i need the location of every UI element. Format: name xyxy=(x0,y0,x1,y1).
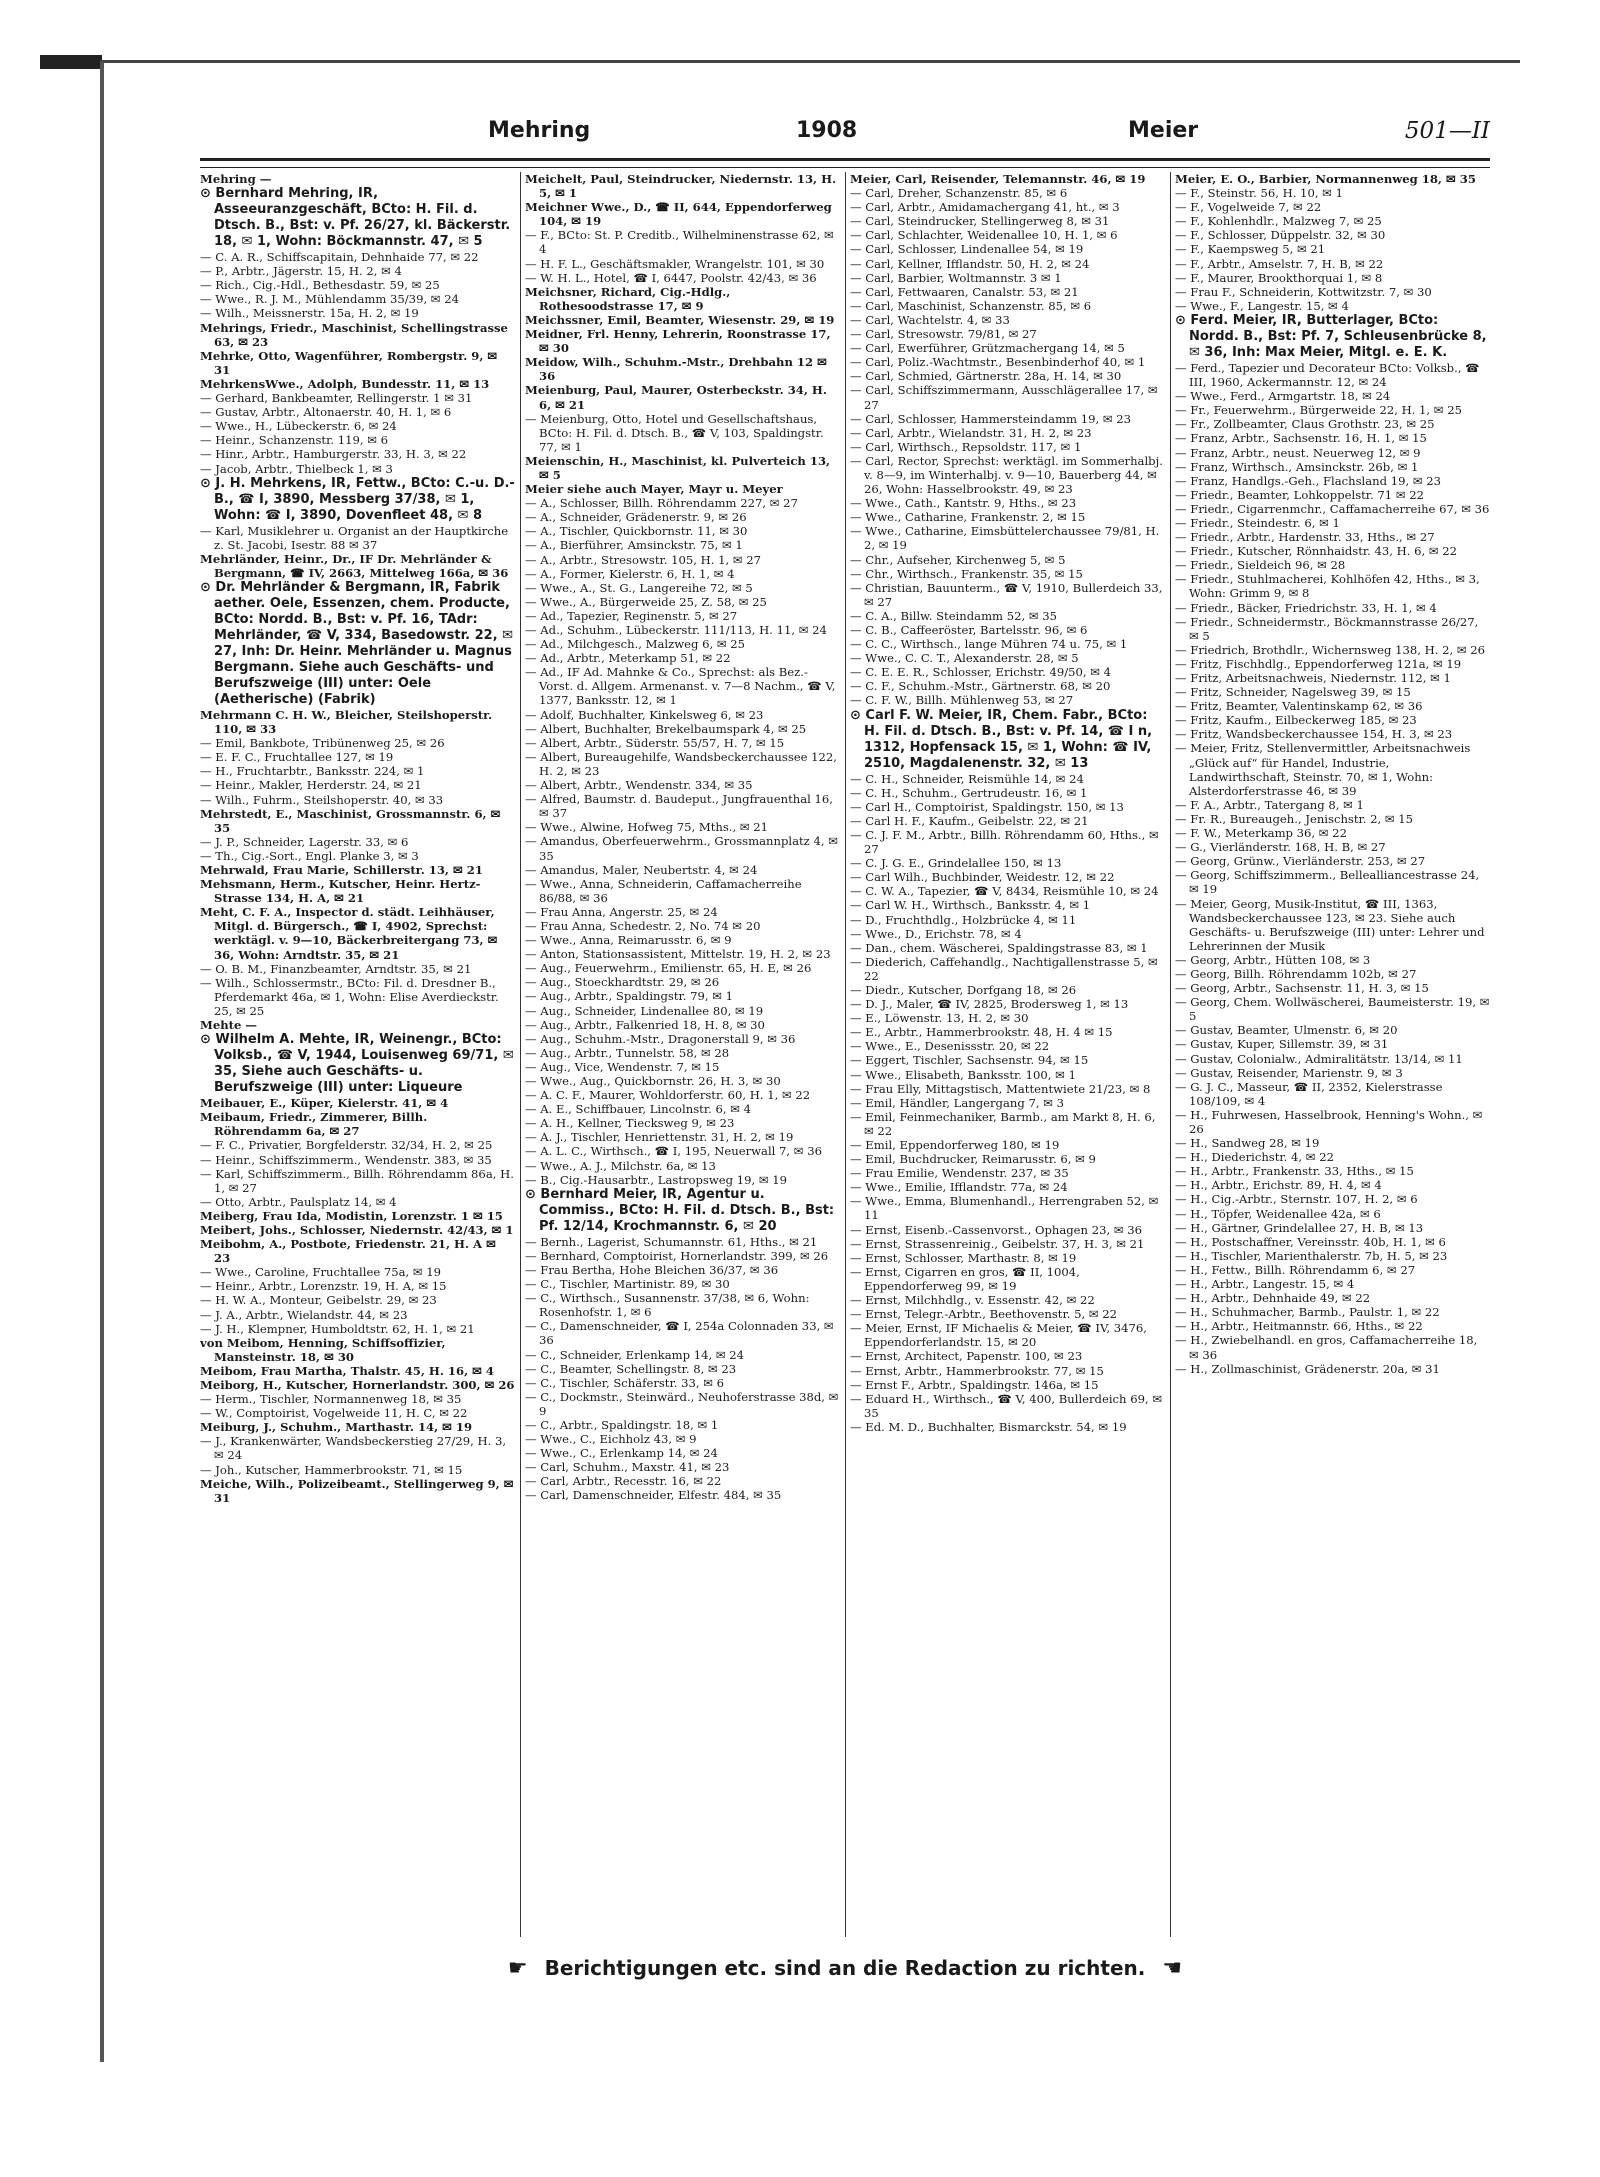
directory-entry: ⊙ Bernhard Meier, IR, Agentur u. Commiss., BCto: H. Fil. d. Dtsch. B., Bst: Pf. 12/14, Krochmannstr. 6, ✉ 20 xyxy=(525,1186,835,1234)
directory-entry: — Carl, Arbtr., Wielandstr. 31, H. 2, ✉ 23 xyxy=(850,425,1092,440)
directory-entry: — W., Comptoirist, Vogelweide 11, H. C, ✉ 22 xyxy=(200,1406,468,1421)
directory-entry: — Rich., Cig.-Hdl., Bethesdastr. 59, ✉ 25 xyxy=(200,278,440,293)
directory-entry: — Ernst, Arbtr., Hammerbrookstr. 77, ✉ 15 xyxy=(850,1363,1104,1378)
directory-entry: — Jacob, Arbtr., Thielbeck 1, ✉ 3 xyxy=(200,461,393,476)
directory-entry: Meibauer, E., Küper, Kielerstr. 41, ✉ 4 xyxy=(200,1096,449,1111)
directory-entry: — Ad., Milchgesch., Malzweg 6, ✉ 25 xyxy=(525,637,746,652)
directory-entry: — Herm., Tischler, Normannenweg 18, ✉ 35 xyxy=(200,1392,462,1407)
columns xyxy=(200,172,1490,1942)
directory-entry: — Bernhard, Comptoirist, Hornerlandstr. 399, ✉ 26 xyxy=(525,1248,829,1263)
directory-entry: — Carl, Fettwaaren, Canalstr. 53, ✉ 21 xyxy=(850,284,1079,299)
column-4 xyxy=(1175,172,1490,1942)
directory-entry: — Aug., Schuhm.-Mstr., Dragonerstall 9, ✉ 36 xyxy=(525,1031,796,1046)
directory-entry: — F., Schlosser, Düppelstr. 32, ✉ 30 xyxy=(1175,228,1386,243)
directory-entry: — Carl, Schlosser, Lindenallee 54, ✉ 19 xyxy=(850,242,1084,257)
column-1 xyxy=(200,172,515,1942)
directory-entry: Meier, E. O., Barbier, Normannenweg 18, ✉ 35 xyxy=(1175,172,1476,186)
directory-entry: — H., Fuhrwesen, Hasselbrook, Henning's Wohn., ✉ 26 xyxy=(1175,1107,1483,1136)
directory-entry: — Wwe., C., Erlenkamp 14, ✉ 24 xyxy=(525,1446,718,1461)
directory-entry: — O. B. M., Finanzbeamter, Arndtstr. 35, ✉ 21 xyxy=(200,961,472,976)
directory-entry: — Carl, Wirthsch., Repsoldstr. 117, ✉ 1 xyxy=(850,439,1082,454)
directory-entry: — H., Diederichstr. 4, ✉ 22 xyxy=(1175,1150,1334,1165)
directory-entry: Meier, Carl, Reisender, Telemannstr. 46, ✉ 19 xyxy=(850,172,1146,186)
directory-entry: — E., Löwenstr. 13, H. 2, ✉ 30 xyxy=(850,1011,1029,1026)
directory-entry: — Albert, Arbtr., Süderstr. 55/57, H. 7, ✉ 15 xyxy=(525,735,785,750)
directory-entry: — Joh., Kutscher, Hammerbrookstr. 71, ✉ 15 xyxy=(200,1462,463,1477)
header-year: 1908 xyxy=(796,118,858,143)
directory-entry: — Wwe., A., Bürgerweide 25, Z. 58, ✉ 25 xyxy=(525,594,767,609)
directory-entry: — J. A., Arbtr., Wielandstr. 44, ✉ 23 xyxy=(200,1307,408,1322)
directory-entry: — C. J. G. E., Grindelallee 150, ✉ 13 xyxy=(850,856,1062,871)
directory-entry: Meichelt, Paul, Steindrucker, Niedernstr. 13, H. 5, ✉ 1 xyxy=(525,172,837,201)
directory-entry: — Ad., Arbtr., Meterkamp 51, ✉ 22 xyxy=(525,651,731,666)
directory-entry: — Bernh., Lagerist, Schumannstr. 61, Hths., ✉ 21 xyxy=(525,1234,818,1249)
directory-entry: — C. E. E. R., Schlosser, Erichstr. 49/50, ✉ 4 xyxy=(850,665,1112,680)
footer-text: Berichtigungen etc. sind an die Redaction zu richten. xyxy=(544,1956,1146,1980)
directory-entry: — Ad., Tapezier, Reginenstr. 5, ✉ 27 xyxy=(525,608,738,623)
directory-entry: — C., Tischler, Schäferstr. 33, ✉ 6 xyxy=(525,1375,725,1390)
directory-entry: Meichsner, Richard, Cig.-Hdlg., Rothesoodstrasse 17, ✉ 9 xyxy=(525,284,731,313)
page-header xyxy=(200,110,1490,154)
directory-entry: — Friedr., Sieldeich 96, ✉ 28 xyxy=(1175,558,1346,573)
directory-entry: Meienschin, H., Maschinist, kl. Pulverteich 13, ✉ 5 xyxy=(525,453,831,482)
directory-entry: — Wwe., Anna, Reimarusstr. 6, ✉ 9 xyxy=(525,933,732,948)
directory-entry: — Friedrich, Brothdlr., Wichernsweg 138, H. 2, ✉ 26 xyxy=(1175,642,1486,657)
directory-entry: — Eggert, Tischler, Sachsenstr. 94, ✉ 15 xyxy=(850,1053,1089,1068)
directory-entry: — A. E., Schiffbauer, Lincolnstr. 6, ✉ 4 xyxy=(525,1102,751,1117)
directory-entry: — Carl Wilh., Buchbinder, Weidestr. 12, ✉ 22 xyxy=(850,870,1115,885)
directory-entry: — E., Arbtr., Hammerbrookstr. 48, H. 4 ✉ 15 xyxy=(850,1025,1113,1040)
directory-entry: — Gustav, Kuper, Sillemstr. 39, ✉ 31 xyxy=(1175,1037,1389,1052)
directory-entry: — Friedr., Beamter, Lohkoppelstr. 71 ✉ 22 xyxy=(1175,487,1425,502)
scan-top-rule xyxy=(100,60,1520,63)
directory-entry: — Frau Bertha, Hohe Bleichen 36/37, ✉ 36 xyxy=(525,1262,779,1277)
directory-entry: — Friedr., Arbtr., Hardenstr. 33, Hths., ✉ 27 xyxy=(1175,530,1435,545)
directory-entry: — Emil, Buchdrucker, Reimarusstr. 6, ✉ 9 xyxy=(850,1152,1096,1167)
directory-entry: — F., Kaempsweg 5, ✉ 21 xyxy=(1175,242,1326,257)
directory-entry: — H., Zwiebelhandl. en gros, Caffamacherreihe 18, ✉ 36 xyxy=(1175,1333,1478,1362)
directory-entry: — Carl H. F., Kaufm., Geibelstr. 22, ✉ 21 xyxy=(850,813,1089,828)
directory-entry: — A., Arbtr., Stresowstr. 105, H. 1, ✉ 27 xyxy=(525,552,762,567)
directory-entry: — F. W., Meterkamp 36, ✉ 22 xyxy=(1175,826,1347,841)
directory-entry: — Carl, Damenschneider, Elfestr. 484, ✉ 35 xyxy=(525,1488,782,1503)
directory-entry: — Carl W. H., Wirthsch., Banksstr. 4, ✉ 1 xyxy=(850,898,1091,913)
directory-entry: — Wilh., Schlossermstr., BCto: Fil. d. Dresdner B., Pferdemarkt 46a, ✉ 1, Wohn: Elise Averdieckstr. 25, ✉ 25 xyxy=(200,975,499,1018)
directory-entry: — C., Schneider, Erlenkamp 14, ✉ 24 xyxy=(525,1347,745,1362)
directory-entry: — Friedr., Kutscher, Rönnhaidstr. 43, H. 6, ✉ 22 xyxy=(1175,544,1458,559)
directory-entry: — Diederich, Caffehandlg., Nachtigallenstrasse 5, ✉ 22 xyxy=(850,954,1158,983)
directory-entry: — C. H., Schuhm., Gertrudeustr. 16, ✉ 1 xyxy=(850,785,1088,800)
directory-entry: — H., Tischler, Marienthalerstr. 7b, H. 5, ✉ 23 xyxy=(1175,1248,1448,1263)
directory-entry: — C. W. A., Tapezier, ☎ V, 8434, Reismühle 10, ✉ 24 xyxy=(850,884,1159,899)
directory-entry: — Ernst, Strassenreinig., Geibelstr. 37, H. 3, ✉ 21 xyxy=(850,1236,1145,1251)
directory-entry: — Amandus, Oberfeuerwehrm., Grossmannplatz 4, ✉ 35 xyxy=(525,834,838,863)
directory-entry: — Wwe., R. J. M., Mühlendamm 35/39, ✉ 24 xyxy=(200,292,459,307)
directory-entry: — A., Former, Kielerstr. 6, H. 1, ✉ 4 xyxy=(525,566,735,581)
directory-entry: — Emil, Händler, Langergang 7, ✉ 3 xyxy=(850,1095,1064,1110)
directory-entry: — Carl, Schmied, Gärtnerstr. 28a, H. 14, ✉ 30 xyxy=(850,369,1122,384)
header-left-catchword: Mehring xyxy=(488,118,591,143)
directory-entry: — Wwe., Elisabeth, Banksstr. 100, ✉ 1 xyxy=(850,1067,1076,1082)
directory-entry: — H., Fettw., Billh. Röhrendamm 6, ✉ 27 xyxy=(1175,1262,1416,1277)
directory-entry: — Wilh., Fuhrm., Steilshoperstr. 40, ✉ 33 xyxy=(200,792,444,807)
directory-entry: Meichssner, Emil, Beamter, Wiesenstr. 29, ✉ 19 xyxy=(525,312,835,327)
directory-entry: — Meienburg, Otto, Hotel und Gesellschaftshaus, BCto: H. Fil. d. Dtsch. B., ☎ V, 103, Spaldingstr. 77, ✉ 1 xyxy=(525,411,824,454)
directory-entry: — Gustav, Arbtr., Altonaerstr. 40, H. 1, ✉ 6 xyxy=(200,405,452,420)
directory-entry: — Fritz, Fischhdlg., Eppendorferweg 121a, ✉ 19 xyxy=(1175,656,1462,671)
directory-entry: — Carl, Arbtr., Recesstr. 16, ✉ 22 xyxy=(525,1474,722,1489)
directory-entry: Meichner Wwe., D., ☎ II, 644, Eppendorferweg 104, ✉ 19 xyxy=(525,200,832,229)
directory-entry: — Diedr., Kutscher, Dorfgang 18, ✉ 26 xyxy=(850,982,1077,997)
directory-entry: — Wwe., F., Langestr. 15, ✉ 4 xyxy=(1175,298,1349,313)
directory-entry: Meibaum, Friedr., Zimmerer, Billh. Röhrendamm 6a, ✉ 27 xyxy=(200,1110,428,1139)
directory-entry: — F., Steinstr. 56, H. 10, ✉ 1 xyxy=(1175,186,1343,201)
directory-entry: — Ad., Schuhm., Lübeckerstr. 111/113, H. 11, ✉ 24 xyxy=(525,623,827,637)
directory-entry: Meiborg, H., Kutscher, Hornerlandstr. 300, ✉ 26 xyxy=(200,1378,515,1392)
directory-entry: — Hinr., Arbtr., Hamburgerstr. 33, H. 3, ✉ 22 xyxy=(200,447,467,462)
directory-entry: — Emil, Eppendorferweg 180, ✉ 19 xyxy=(850,1138,1060,1152)
pointing-hand-left-icon: ☚ xyxy=(1162,1956,1183,1981)
directory-entry: — Franz, Wirthsch., Amsinckstr. 26b, ✉ 1 xyxy=(1175,459,1419,474)
directory-entry: Meiberg, Frau Ida, Modistin, Lorenzstr. 1 ✉ 15 xyxy=(200,1208,503,1223)
directory-entry: — H., Sandweg 28, ✉ 19 xyxy=(1175,1136,1320,1151)
scan-left-bar xyxy=(100,62,104,2062)
scan-edge xyxy=(40,55,102,69)
directory-entry: — H., Arbtr., Heitmannstr. 66, Hths., ✉ 22 xyxy=(1175,1319,1423,1334)
directory-entry: — Ad., IF Ad. Mahnke & Co., Sprechst: als Bez.-Vorst. d. Allgem. Armenanst. v. 7—8 Nachm., ☎ V, 1377, Banksstr. 12, ✉ 1 xyxy=(525,665,836,708)
directory-entry: — Frau F., Schneiderin, Kottwitzstr. 7, ✉ 30 xyxy=(1175,284,1432,299)
directory-entry: — C., Tischler, Martinistr. 89, ✉ 30 xyxy=(525,1277,730,1292)
directory-entry: Meiche, Wilh., Polizeibeamt., Stellingerweg 9, ✉ 31 xyxy=(200,1476,514,1505)
directory-entry: — Frau Anna, Schedestr. 2, No. 74 ✉ 20 xyxy=(525,918,761,933)
directory-entry: — A. J., Tischler, Henriettenstr. 31, H. 2, ✉ 19 xyxy=(525,1130,794,1145)
directory-entry: — Ernst, Schlosser, Marthastr. 8, ✉ 19 xyxy=(850,1250,1077,1265)
directory-entry: — Albert, Bureaugehilfe, Wandsbeckerchaussee 122, H. 2, ✉ 23 xyxy=(525,749,837,778)
directory-entry: ⊙ Bernhard Mehring, IR, Asseeuranzgeschäft, BCto: H. Fil. d. Dtsch. B., Bst: v. Pf. 26/27, kl. Bäckerstr. 18, ✉ 1, Wohn: Böckmannstr. 47, ✉ 5 xyxy=(200,186,511,250)
directory-entry: — H., Schuhmacher, Barmb., Paulstr. 1, ✉ 22 xyxy=(1175,1305,1440,1320)
directory-entry: — Heinr., Makler, Herderstr. 24, ✉ 21 xyxy=(200,778,422,793)
directory-entry: — Georg, Arbtr., Hütten 108, ✉ 3 xyxy=(1175,952,1371,967)
directory-entry: — F., BCto: St. P. Creditb., Wilhelminenstrasse 62, ✉ 4 xyxy=(525,228,834,257)
directory-entry: Mehring — xyxy=(200,172,272,186)
directory-entry: — Heinr., Schanzenstr. 119, ✉ 6 xyxy=(200,433,388,448)
directory-entry: — C. H., Schneider, Reismühle 14, ✉ 24 xyxy=(850,771,1084,786)
directory-entry: — F., Maurer, Brookthorquai 1, ✉ 8 xyxy=(1175,270,1383,285)
directory-entry: — H., Arbtr., Langestr. 15, ✉ 4 xyxy=(1175,1277,1355,1292)
directory-entry: — Carl, Barbier, Woltmannstr. 3 ✉ 1 xyxy=(850,270,1062,285)
directory-entry: — A., Tischler, Quickbornstr. 11, ✉ 30 xyxy=(525,524,748,539)
directory-entry: Mehsmann, Herm., Kutscher, Heinr. Hertz-Strasse 134, H. A, ✉ 21 xyxy=(200,877,481,906)
directory-entry: — Anton, Stationsassistent, Mittelstr. 19, H. 2, ✉ 23 xyxy=(525,947,831,962)
directory-entry: — Wwe., Emilie, Ifflandstr. 77a, ✉ 24 xyxy=(850,1180,1068,1195)
directory-entry: — H., Arbtr., Dehnhaide 49, ✉ 22 xyxy=(1175,1291,1371,1306)
directory-entry: — G., Vierländerstr. 168, H. B, ✉ 27 xyxy=(1175,840,1386,855)
directory-entry: — Ernst, Cigarren en gros, ☎ II, 1004, Eppendorferweg 99, ✉ 19 xyxy=(850,1264,1080,1293)
directory-entry: Meier siehe auch Mayer, Mayr u. Meyer xyxy=(525,482,783,497)
directory-entry: — C., Arbtr., Spaldingstr. 18, ✉ 1 xyxy=(525,1417,719,1432)
directory-entry: — H., Gärtner, Grindelallee 27, H. B, ✉ 13 xyxy=(1175,1220,1424,1235)
directory-entry: — Wwe., C., Eichholz 43, ✉ 9 xyxy=(525,1432,697,1447)
directory-entry: Mehrländer, Heinr., Dr., IF Dr. Mehrländer & Bergmann, ☎ IV, 2663, Mittelweg 166a, ✉ 36 xyxy=(200,551,509,580)
directory-entry: — F., Vogelweide 7, ✉ 22 xyxy=(1175,200,1322,215)
directory-entry: Mehrmann C. H. W., Bleicher, Steilshoperstr. 110, ✉ 33 xyxy=(200,707,493,737)
directory-entry: — Wwe., Caroline, Fruchtallee 75a, ✉ 19 xyxy=(200,1265,442,1280)
directory-entry: ⊙ Ferd. Meier, IR, Butterlager, BCto: Nordd. B., Bst: Pf. 7, Schleusenbrücke 8, ✉ 36, Inh: Max Meier, Mitgl. e. E. K. xyxy=(1175,312,1487,360)
directory-entry: — Emil, Bankbote, Tribünenweg 25, ✉ 26 xyxy=(200,736,445,751)
directory-entry: — Albert, Arbtr., Wendenstr. 334, ✉ 35 xyxy=(525,778,753,793)
directory-entry: — Fritz, Beamter, Valentinskamp 62, ✉ 36 xyxy=(1175,699,1423,714)
directory-entry: Meiburg, J., Schuhm., Marthastr. 14, ✉ 19 xyxy=(200,1420,473,1435)
directory-entry: — Friedr., Stuhlmacherei, Kohlhöfen 42, Hths., ✉ 3, Wohn: Grimm 9, ✉ 8 xyxy=(1175,572,1480,601)
directory-entry: — Gustav, Beamter, Ulmenstr. 6, ✉ 20 xyxy=(1175,1023,1398,1038)
directory-entry: — Wwe., E., Desenissstr. 20, ✉ 22 xyxy=(850,1039,1050,1054)
directory-entry: — Carl H., Comptoirist, Spaldingstr. 150, ✉ 13 xyxy=(850,799,1124,814)
directory-entry: Mehrwald, Frau Marie, Schillerstr. 13, ✉ 21 xyxy=(200,863,483,877)
directory-page xyxy=(200,110,1490,1990)
directory-entry: — C. A., Billw. Steindamm 52, ✉ 35 xyxy=(850,608,1058,623)
directory-entry: — Fr., Zollbeamter, Claus Grothstr. 23, ✉ 25 xyxy=(1175,417,1435,432)
directory-entry: — Emil, Feinmechaniker, Barmb., am Markt 8, H. 6, ✉ 22 xyxy=(850,1109,1156,1138)
directory-entry: — Carl, Dreher, Schanzenstr. 85, ✉ 6 xyxy=(850,186,1068,201)
directory-entry: — Aug., Arbtr., Falkenried 18, H. 8, ✉ 30 xyxy=(525,1017,765,1032)
directory-entry: — Fr., Feuerwehrm., Bürgerweide 22, H. 1, ✉ 25 xyxy=(1175,403,1462,418)
directory-entry: Meibom, Frau Martha, Thalstr. 45, H. 16, ✉ 4 xyxy=(200,1363,494,1378)
directory-entry: — Wwe., Aug., Quickbornstr. 26, H. 3, ✉ 30 xyxy=(525,1074,781,1088)
directory-entry: — D. J., Maler, ☎ IV, 2825, Brodersweg 1, ✉ 13 xyxy=(850,997,1129,1012)
directory-entry: — H., Postschaffner, Vereinsstr. 40b, H. 1, ✉ 6 xyxy=(1175,1234,1446,1249)
directory-entry: — A., Schneider, Grädenerstr. 9, ✉ 26 xyxy=(525,510,747,525)
directory-entry: — H., Arbtr., Erichstr. 89, H. 4, ✉ 4 xyxy=(1175,1178,1382,1193)
directory-entry: — F. C., Privatier, Borgfelderstr. 32/34, H. 2, ✉ 25 xyxy=(200,1138,493,1153)
directory-entry: — G. J. C., Masseur, ☎ II, 2352, Kielerstrasse 108/109, ✉ 4 xyxy=(1175,1079,1443,1108)
header-rule xyxy=(200,158,1490,168)
directory-entry: — Georg, Chem. Wollwäscherei, Baumeisterstr. 19, ✉ 5 xyxy=(1175,995,1490,1024)
directory-entry: — H., Cig.-Arbtr., Sternstr. 107, H. 2, ✉ 6 xyxy=(1175,1192,1418,1207)
directory-entry: Mehrstedt, E., Maschinist, Grossmannstr. 6, ✉ 35 xyxy=(200,806,501,835)
directory-entry: — Carl, Schlachter, Weidenallee 10, H. 1, ✉ 6 xyxy=(850,228,1118,243)
directory-entry: — F., Arbtr., Amselstr. 7, H. B, ✉ 22 xyxy=(1175,256,1384,271)
directory-entry: — Christian, Bauunterm., ☎ V, 1910, Bullerdeich 33, ✉ 27 xyxy=(850,580,1163,609)
directory-entry: — Meier, Georg, Musik-Institut, ☎ III, 1363, Wandsbeckerchaussee 123, ✉ 23. Siehe auch Geschäfts- u. Berufszweige (III) unter: Lehrer und Lehrerinnen der Musik xyxy=(1175,896,1485,953)
directory-entry: — Wwe., D., Erichstr. 78, ✉ 4 xyxy=(850,926,1022,941)
directory-entry: — Gerhard, Bankbeamter, Rellingerstr. 1 ✉ 31 xyxy=(200,391,473,406)
directory-entry: — C. F. W., Billh. Mühlenweg 53, ✉ 27 xyxy=(850,693,1074,708)
directory-entry: — C., Damenschneider, ☎ I, 254a Colonnaden 33, ✉ 36 xyxy=(525,1319,834,1348)
directory-entry: — C., Wirthsch., Susannenstr. 37/38, ✉ 6, Wohn: Rosenhofstr. 1, ✉ 6 xyxy=(525,1291,810,1320)
directory-entry: — Wwe., Catharine, Frankenstr. 2, ✉ 15 xyxy=(850,510,1086,525)
directory-entry: — Aug., Feuerwehrm., Emilienstr. 65, H. E, ✉ 26 xyxy=(525,961,812,976)
directory-entry: Meibohm, A., Postbote, Friedenstr. 21, H. A ✉ 23 xyxy=(200,1237,496,1266)
directory-entry: — Ferd., Tapezier und Decorateur BCto: Volksb., ☎ III, 1960, Ackermannstr. 12, ✉ 24 xyxy=(1175,360,1480,390)
directory-entry: — Fr. R., Bureaugeh., Jenischstr. 2, ✉ 15 xyxy=(1175,811,1414,826)
directory-entry: — A. H., Kellner, Tiecksweg 9, ✉ 23 xyxy=(525,1116,735,1131)
directory-entry: — Wwe., C. C. T., Alexanderstr. 28, ✉ 5 xyxy=(850,651,1079,666)
directory-entry: — Gustav, Reisender, Marienstr. 9, ✉ 3 xyxy=(1175,1065,1403,1080)
directory-entry: — Carl, Maschinist, Schanzenstr. 85, ✉ 6 xyxy=(850,298,1092,313)
directory-entry: — Aug., Stoeckhardtstr. 29, ✉ 26 xyxy=(525,975,720,990)
directory-entry: — Ed. M. D., Buchhalter, Bismarckstr. 54, ✉ 19 xyxy=(850,1419,1127,1434)
directory-entry: — Ernst, Milchhdlg., v. Essenstr. 42, ✉ 22 xyxy=(850,1293,1095,1308)
footer-notice xyxy=(200,1956,1490,1981)
directory-entry: — Aug., Vice, Wendenstr. 7, ✉ 15 xyxy=(525,1059,720,1074)
directory-entry: ⊙ Wilhelm A. Mehte, IR, Weinengr., BCto: Volksb., ☎ V, 1944, Louisenweg 69/71, ✉ 35, Siehe auch Geschäfts- u. Berufszweige (III) unter: Liqueure xyxy=(200,1032,514,1096)
directory-entry: — Fritz, Wandsbeckerchaussee 154, H. 3, ✉ 23 xyxy=(1175,727,1453,742)
directory-entry: — Otto, Arbtr., Paulsplatz 14, ✉ 4 xyxy=(200,1194,397,1209)
directory-entry: — D., Fruchthdlg., Holzbrücke 4, ✉ 11 xyxy=(850,912,1077,927)
directory-entry: — Wwe., Cath., Kantstr. 9, Hths., ✉ 23 xyxy=(850,496,1077,511)
directory-entry: — P., Arbtr., Jägerstr. 15, H. 2, ✉ 4 xyxy=(200,264,402,279)
directory-entry: — Alfred, Baumstr. d. Baudeput., Jungfrauenthal 16, ✉ 37 xyxy=(525,792,833,821)
directory-entry: Meht, C. F. A., Inspector d. städt. Leihhäuser, Mitgl. d. Bürgersch., ☎ I, 4902, Sprechst: werktägl. v. 9—10, Bäckerbreitergang 73, ✉ 36, Wohn: Arndtstr. 35, ✉ 21 xyxy=(200,905,498,962)
directory-entry: — Wwe., A., St. G., Langereihe 72, ✉ 5 xyxy=(525,580,753,595)
directory-entry: — Ernst, Telegr.-Arbtr., Beethovenstr. 5, ✉ 22 xyxy=(850,1307,1117,1322)
directory-entry: — Th., Cig.-Sort., Engl. Planke 3, ✉ 3 xyxy=(200,848,419,863)
directory-entry: — F. A., Arbtr., Tatergang 8, ✉ 1 xyxy=(1175,797,1364,812)
directory-entry: — Heinr., Arbtr., Lorenzstr. 19, H. A, ✉ 15 xyxy=(200,1279,447,1294)
directory-entry: — Georg, Grünw., Vierländerstr. 253, ✉ 27 xyxy=(1175,854,1426,869)
directory-entry: — Wilh., Meissnerstr. 15a, H. 2, ✉ 19 xyxy=(200,306,419,321)
directory-entry: — Meier, Ernst, IF Michaelis & Meier, ☎ IV, 3476, Eppendorferlandstr. 15, ✉ 20 xyxy=(850,1321,1147,1350)
directory-entry: — Ernst, Eisenb.-Cassenvorst., Ophagen 23, ✉ 36 xyxy=(850,1222,1142,1237)
directory-entry: Mehrings, Friedr., Maschinist, Schellingstrasse 63, ✉ 23 xyxy=(200,320,508,349)
directory-entry: — A. C. F., Maurer, Wohldorferstr. 60, H. 1, ✉ 22 xyxy=(525,1088,811,1103)
directory-entry: — Georg, Schiffszimmerm., Bellealliancestrasse 24, ✉ 19 xyxy=(1175,868,1480,897)
directory-entry: — B., Cig.-Hausarbtr., Lastropsweg 19, ✉ 19 xyxy=(525,1172,788,1187)
directory-entry: — Ernst, Architect, Papenstr. 100, ✉ 23 xyxy=(850,1349,1083,1364)
directory-entry: — H., Töpfer, Weidenallee 42a, ✉ 6 xyxy=(1175,1206,1381,1221)
directory-entry: — Georg, Arbtr., Sachsenstr. 11, H. 3, ✉ 15 xyxy=(1175,981,1429,996)
directory-entry: — A. L. C., Wirthsch., ☎ I, 195, Neuerwall 7, ✉ 36 xyxy=(525,1144,822,1159)
directory-entry: — Frau Anna, Angerstr. 25, ✉ 24 xyxy=(525,904,718,919)
directory-entry: — Fritz, Schneider, Nagelsweg 39, ✉ 15 xyxy=(1175,685,1411,700)
directory-entry: — A., Bierführer, Amsinckstr. 75, ✉ 1 xyxy=(525,538,743,553)
directory-entry: — Wwe., Alwine, Hofweg 75, Mths., ✉ 21 xyxy=(525,820,768,835)
directory-entry: — C. A. R., Schiffscapitain, Dehnhaide 77, ✉ 22 xyxy=(200,250,479,265)
column-3 xyxy=(850,172,1165,1942)
directory-entry: — Aug., Arbtr., Spaldingstr. 79, ✉ 1 xyxy=(525,989,734,1004)
directory-entry: — H., Fruchtarbtr., Banksstr. 224, ✉ 1 xyxy=(200,764,425,779)
directory-entry: — Karl, Schiffszimmerm., Billh. Röhrendamm 86a, H. 1, ✉ 27 xyxy=(200,1166,514,1195)
directory-entry: — Carl, Poliz.-Wachtmstr., Besenbinderhof 40, ✉ 1 xyxy=(850,355,1146,370)
directory-entry: — Dan., chem. Wäscherei, Spaldingstrasse 83, ✉ 1 xyxy=(850,940,1148,955)
directory-entry: Meienburg, Paul, Maurer, Osterbeckstr. 34, H. 6, ✉ 21 xyxy=(525,383,827,412)
directory-entry: — Carl, Ewerführer, Grützmachergang 14, ✉ 5 xyxy=(850,341,1125,356)
directory-entry: — H. F. L., Geschäftsmakler, Wrangelstr. 101, ✉ 30 xyxy=(525,256,825,271)
directory-entry: — Aug., Schneider, Lindenallee 80, ✉ 19 xyxy=(525,1003,764,1018)
directory-entry: — Heinr., Schiffszimmerm., Wendenstr. 383, ✉ 35 xyxy=(200,1152,492,1167)
directory-entry: — Carl, Stresowstr. 79/81, ✉ 27 xyxy=(850,327,1037,342)
directory-entry: — J. H., Klempner, Humboldtstr. 62, H. 1, ✉ 21 xyxy=(200,1321,475,1336)
directory-entry: ⊙ Dr. Mehrländer & Bergmann, IR, Fabrik aether. Oele, Essenzen, chem. Producte, BCto: Nordd. B., Bst: v. Pf. 16, TAdr: Mehrländer, ☎ V, 334, Basedowstr. 22, ✉ 27, Inh: Dr. Heinr. Mehrländer u. Magnus Bergmann. Siehe auch Geschäfts- und Berufszweige (III) unter: Oele (Aetherische) (Fabrik) xyxy=(200,579,514,707)
directory-entry: — Carl, Arbtr., Amidamachergang 41, ht., ✉ 3 xyxy=(850,200,1120,215)
directory-entry: — H. W. A., Monteur, Geibelstr. 29, ✉ 23 xyxy=(200,1293,437,1308)
directory-entry: — Friedr., Schneidermstr., Böckmannstrasse 26/27, ✉ 5 xyxy=(1175,614,1479,643)
directory-entry: — Meier, Fritz, Stellenvermittler, Arbeitsnachweis „Glück auf“ für Handel, Industrie, Landwirthschaft, Steinstr. 70, ✉ 1, Wohn: Alsterdorferstrasse 46, ✉ 39 xyxy=(1175,741,1471,798)
directory-entry: — J., Krankenwärter, Wandsbeckerstieg 27/29, H. 3, ✉ 24 xyxy=(200,1434,507,1463)
directory-entry: — Wwe., A. J., Milchstr. 6a, ✉ 13 xyxy=(525,1158,716,1173)
directory-entry: — H., Zollmaschinist, Grädenerstr. 20a, ✉ 31 xyxy=(1175,1361,1440,1376)
directory-entry: — Friedr., Cigarrenmchr., Caffamacherreihe 67, ✉ 36 xyxy=(1175,501,1490,516)
directory-entry: Meibert, Johs., Schlosser, Niedernstr. 42/43, ✉ 1 xyxy=(200,1222,514,1237)
directory-entry: — Karl, Musiklehrer u. Organist an der Hauptkirche z. St. Jacobi, Isestr. 88 ✉ 37 xyxy=(200,523,509,552)
directory-entry: — Carl, Steindrucker, Stellingerweg 8, ✉ 31 xyxy=(850,214,1110,229)
directory-entry: — C. F., Schuhm.-Mstr., Gärtnerstr. 68, ✉ 20 xyxy=(850,679,1111,694)
directory-entry: — C. B., Caffeeröster, Bartelsstr. 96, ✉ 6 xyxy=(850,623,1088,637)
directory-entry: — Wwe., Ferd., Armgartstr. 18, ✉ 24 xyxy=(1175,389,1391,404)
directory-entry: — Chr., Aufseher, Kirchenweg 5, ✉ 5 xyxy=(850,552,1066,567)
directory-entry: — Wwe., Catharine, Eimsbüttelerchaussee 79/81, H. 2, ✉ 19 xyxy=(850,524,1160,553)
directory-entry: — E. F. C., Fruchtallee 127, ✉ 19 xyxy=(200,750,394,765)
directory-entry: — Friedr., Bäcker, Friedrichstr. 33, H. 1, ✉ 4 xyxy=(1175,600,1437,615)
directory-entry: — C. J. F. M., Arbtr., Billh. Röhrendamm 60, Hths., ✉ 27 xyxy=(850,827,1159,857)
directory-entry: — Wwe., Anna, Schneiderin, Caffamacherreihe 86/88, ✉ 36 xyxy=(525,876,802,905)
directory-entry: — Gustav, Colonialw., Admiralitätstr. 13/14, ✉ 11 xyxy=(1175,1051,1463,1066)
directory-entry: Mehrke, Otto, Wagenführer, Rombergstr. 9, ✉ 31 xyxy=(200,348,498,377)
directory-entry: — Fritz, Kaufm., Eilbeckerweg 185, ✉ 23 xyxy=(1175,713,1417,728)
directory-entry: — Carl, Schiffszimmermann, Ausschlägerallee 17, ✉ 27 xyxy=(850,383,1158,412)
directory-entry: — Wwe., Emma, Blumenhandl., Herrengraben 52, ✉ 11 xyxy=(850,1194,1159,1223)
pointing-hand-right-icon: ☛ xyxy=(507,1956,528,1981)
directory-entry: Meidow, Wilh., Schuhm.-Mstr., Drehbahn 12 ✉ 36 xyxy=(525,355,827,384)
directory-entry: — C. C., Wirthsch., lange Mühren 74 u. 75, ✉ 1 xyxy=(850,637,1128,652)
directory-entry: — Eduard H., Wirthsch., ☎ V, 400, Bullerdeich 69, ✉ 35 xyxy=(850,1391,1163,1420)
directory-entry: — Adolf, Buchhalter, Kinkelsweg 6, ✉ 23 xyxy=(525,707,764,722)
directory-entry: — Amandus, Maler, Neubertstr. 4, ✉ 24 xyxy=(525,862,758,877)
directory-entry: — Frau Emilie, Wendenstr. 237, ✉ 35 xyxy=(850,1166,1069,1181)
directory-entry: — Frau Elly, Mittagstisch, Mattentwiete 21/23, ✉ 8 xyxy=(850,1081,1151,1096)
directory-entry: — Albert, Buchhalter, Brekelbaumspark 4, ✉ 25 xyxy=(525,721,807,736)
directory-entry: — Carl, Schlosser, Hammersteindamm 19, ✉ 23 xyxy=(850,411,1132,426)
directory-entry: — C., Beamter, Schellingstr. 8, ✉ 23 xyxy=(525,1361,737,1376)
directory-entry: — Aug., Arbtr., Tunnelstr. 58, ✉ 28 xyxy=(525,1045,730,1060)
directory-entry: — Carl, Kellner, Ifflandstr. 50, H. 2, ✉ 24 xyxy=(850,256,1090,271)
directory-entry: — F., Kohlenhdlr., Malzweg 7, ✉ 25 xyxy=(1175,214,1382,229)
directory-entry: — Ernst F., Arbtr., Spaldingstr. 146a, ✉ 15 xyxy=(850,1377,1099,1392)
column-2 xyxy=(525,172,840,1942)
directory-entry: — Franz, Arbtr., neust. Neuerweg 12, ✉ 9 xyxy=(1175,445,1421,460)
header-right-catchword: Meier xyxy=(1128,118,1199,143)
directory-entry: — C., Dockmstr., Steinwärd., Neuhoferstrasse 38d, ✉ 9 xyxy=(525,1389,839,1418)
page-number: 501—II xyxy=(1404,118,1490,144)
directory-entry: — Fritz, Arbeitsnachweis, Niedernstr. 112, ✉ 1 xyxy=(1175,671,1451,685)
directory-entry: — Chr., Wirthsch., Frankenstr. 35, ✉ 15 xyxy=(850,566,1083,581)
directory-entry: Mehte — xyxy=(200,1018,258,1033)
directory-entry: — Wwe., H., Lübeckerstr. 6, ✉ 24 xyxy=(200,419,397,434)
directory-entry: — Carl, Wachtelstr. 4, ✉ 33 xyxy=(850,312,1010,327)
directory-entry: von Meibom, Henning, Schiffsoffizier, Mansteinstr. 18, ✉ 30 xyxy=(200,1335,446,1364)
directory-entry: — Franz, Handlgs.-Geh., Flachsland 19, ✉ 23 xyxy=(1175,473,1442,488)
directory-entry: — A., Schlosser, Billh. Röhrendamm 227, ✉ 27 xyxy=(525,496,798,511)
directory-entry: — Franz, Arbtr., Sachsenstr. 16, H. 1, ✉ 15 xyxy=(1175,431,1427,446)
directory-entry: — Georg, Billh. Röhrendamm 102b, ✉ 27 xyxy=(1175,966,1417,981)
directory-entry: — Carl, Schuhm., Maxstr. 41, ✉ 23 xyxy=(525,1460,730,1475)
directory-entry: — W. H. L., Hotel, ☎ I, 6447, Poolstr. 42/43, ✉ 36 xyxy=(525,270,817,285)
directory-entry: — Friedr., Steindestr. 6, ✉ 1 xyxy=(1175,515,1340,530)
directory-entry: ⊙ Carl F. W. Meier, IR, Chem. Fabr., BCto: H. Fil. d. Dtsch. B., Bst: v. Pf. 14, ☎ I n, 1312, Hopfensack 15, ✉ 1, Wohn: ☎ IV, 2510, Magdalenenstr. 32, ✉ 13 xyxy=(850,707,1153,771)
directory-entry: — Carl, Rector, Sprechst: werktägl. im Sommerhalbj. v. 8—9, im Winterhalbj. v. 9—10, Bauerberg 44, ✉ 26, Wohn: Hasselbrookstr. 49, ✉ 23 xyxy=(850,453,1163,497)
directory-entry: ⊙ J. H. Mehrkens, IR, Fettw., BCto: C.-u. D.-B., ☎ I, 3890, Messberg 37/38, ✉ 1, Wohn: ☎ I, 3890, Dovenfleet 48, ✉ 8 xyxy=(200,475,515,523)
directory-entry: — J. P., Schneider, Lagerstr. 33, ✉ 6 xyxy=(200,834,409,849)
directory-entry: MehrkensWwe., Adolph, Bundesstr. 11, ✉ 13 xyxy=(200,376,490,391)
directory-entry: Meidner, Frl. Henny, Lehrerin, Roonstrasse 17, ✉ 30 xyxy=(525,327,831,356)
directory-entry: — H., Arbtr., Frankenstr. 33, Hths., ✉ 15 xyxy=(1175,1164,1414,1179)
